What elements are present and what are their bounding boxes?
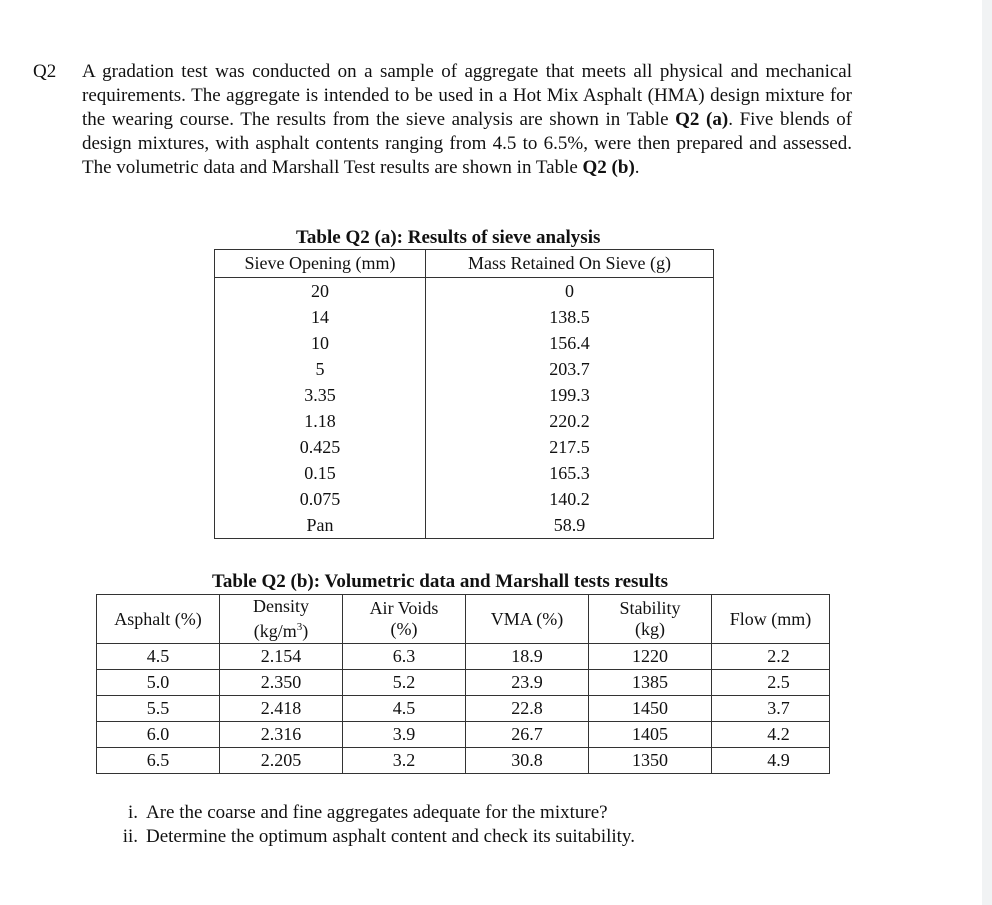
sub-questions [108, 801, 635, 849]
sieve-analysis-table [214, 249, 714, 539]
col-header-asphalt: Asphalt (%) [97, 595, 220, 644]
table-row: 4.5 2.154 6.3 18.9 1220 2.2 [97, 644, 830, 670]
table-row: 5.0 2.350 5.2 23.9 1385 2.5 [97, 670, 830, 696]
table-row: 14 138.5 [215, 304, 714, 330]
question-text: A gradation test was conducted on a sample of aggregate that meets all physical and mechanical requirements. The aggregate is intended to be used in a Hot Mix Asphalt (HMA) design mixture for the wearing course. The results from the sieve analysis are shown in Table Q2 (a). Five blends of design mixtures, with asphalt contents ranging from 4.5 to 6.5%, were then prepared and assessed. The volumetric data and Marshall Test results are shown in Table Q2 (b). [82, 61, 853, 178]
page-edge [982, 0, 992, 905]
table-row: 20 0 [215, 278, 714, 305]
table-row: 5 203.7 [215, 356, 714, 382]
table-row: 0.15 165.3 [215, 460, 714, 486]
table-row: Pan 58.9 [215, 512, 714, 539]
table-row: 5.5 2.418 4.5 22.8 1450 3.7 [97, 696, 830, 722]
table-row: 6.0 2.316 3.9 26.7 1405 4.2 [97, 722, 830, 748]
sub-question-text: Determine the optimum asphalt content and check its suitability. [146, 826, 635, 847]
table-row: 1.18 220.2 [215, 408, 714, 434]
col-header-stability: Stability (kg) [589, 595, 712, 644]
col-header-mass-retained: Mass Retained On Sieve (g) [426, 250, 714, 278]
table-ref-b: Q2 (b) [582, 157, 635, 178]
table-row: 6.5 2.205 3.2 30.8 1350 4.9 [97, 748, 830, 774]
table-row: 3.35 199.3 [215, 382, 714, 408]
table-row: 0.075 140.2 [215, 486, 714, 512]
table-a-caption: Table Q2 (a): Results of sieve analysis [296, 227, 601, 248]
question-number: Q2 [33, 61, 57, 82]
sub-question [108, 825, 635, 849]
marshall-results-table [96, 594, 830, 774]
col-header-sieve-opening: Sieve Opening (mm) [215, 250, 426, 278]
table-ref-a: Q2 (a) [675, 109, 729, 130]
col-header-air-voids: Air Voids (%) [343, 595, 466, 644]
sub-question-text: Are the coarse and fine aggregates adequate for the mixture? [146, 802, 608, 823]
sub-question [108, 801, 635, 825]
col-header-density: Density $(kg/m^3)$ [220, 595, 343, 644]
sub-question-marker: ii. [122, 826, 138, 847]
table-row: 10 156.4 [215, 330, 714, 356]
table-b-caption: Table Q2 (b): Volumetric data and Marshall tests results [212, 571, 669, 592]
col-header-flow: Flow (mm) [712, 595, 830, 644]
col-header-vma: VMA (%) [466, 595, 589, 644]
sub-question-marker: i. [127, 802, 138, 823]
table-row: 0.425 217.5 [215, 434, 714, 460]
